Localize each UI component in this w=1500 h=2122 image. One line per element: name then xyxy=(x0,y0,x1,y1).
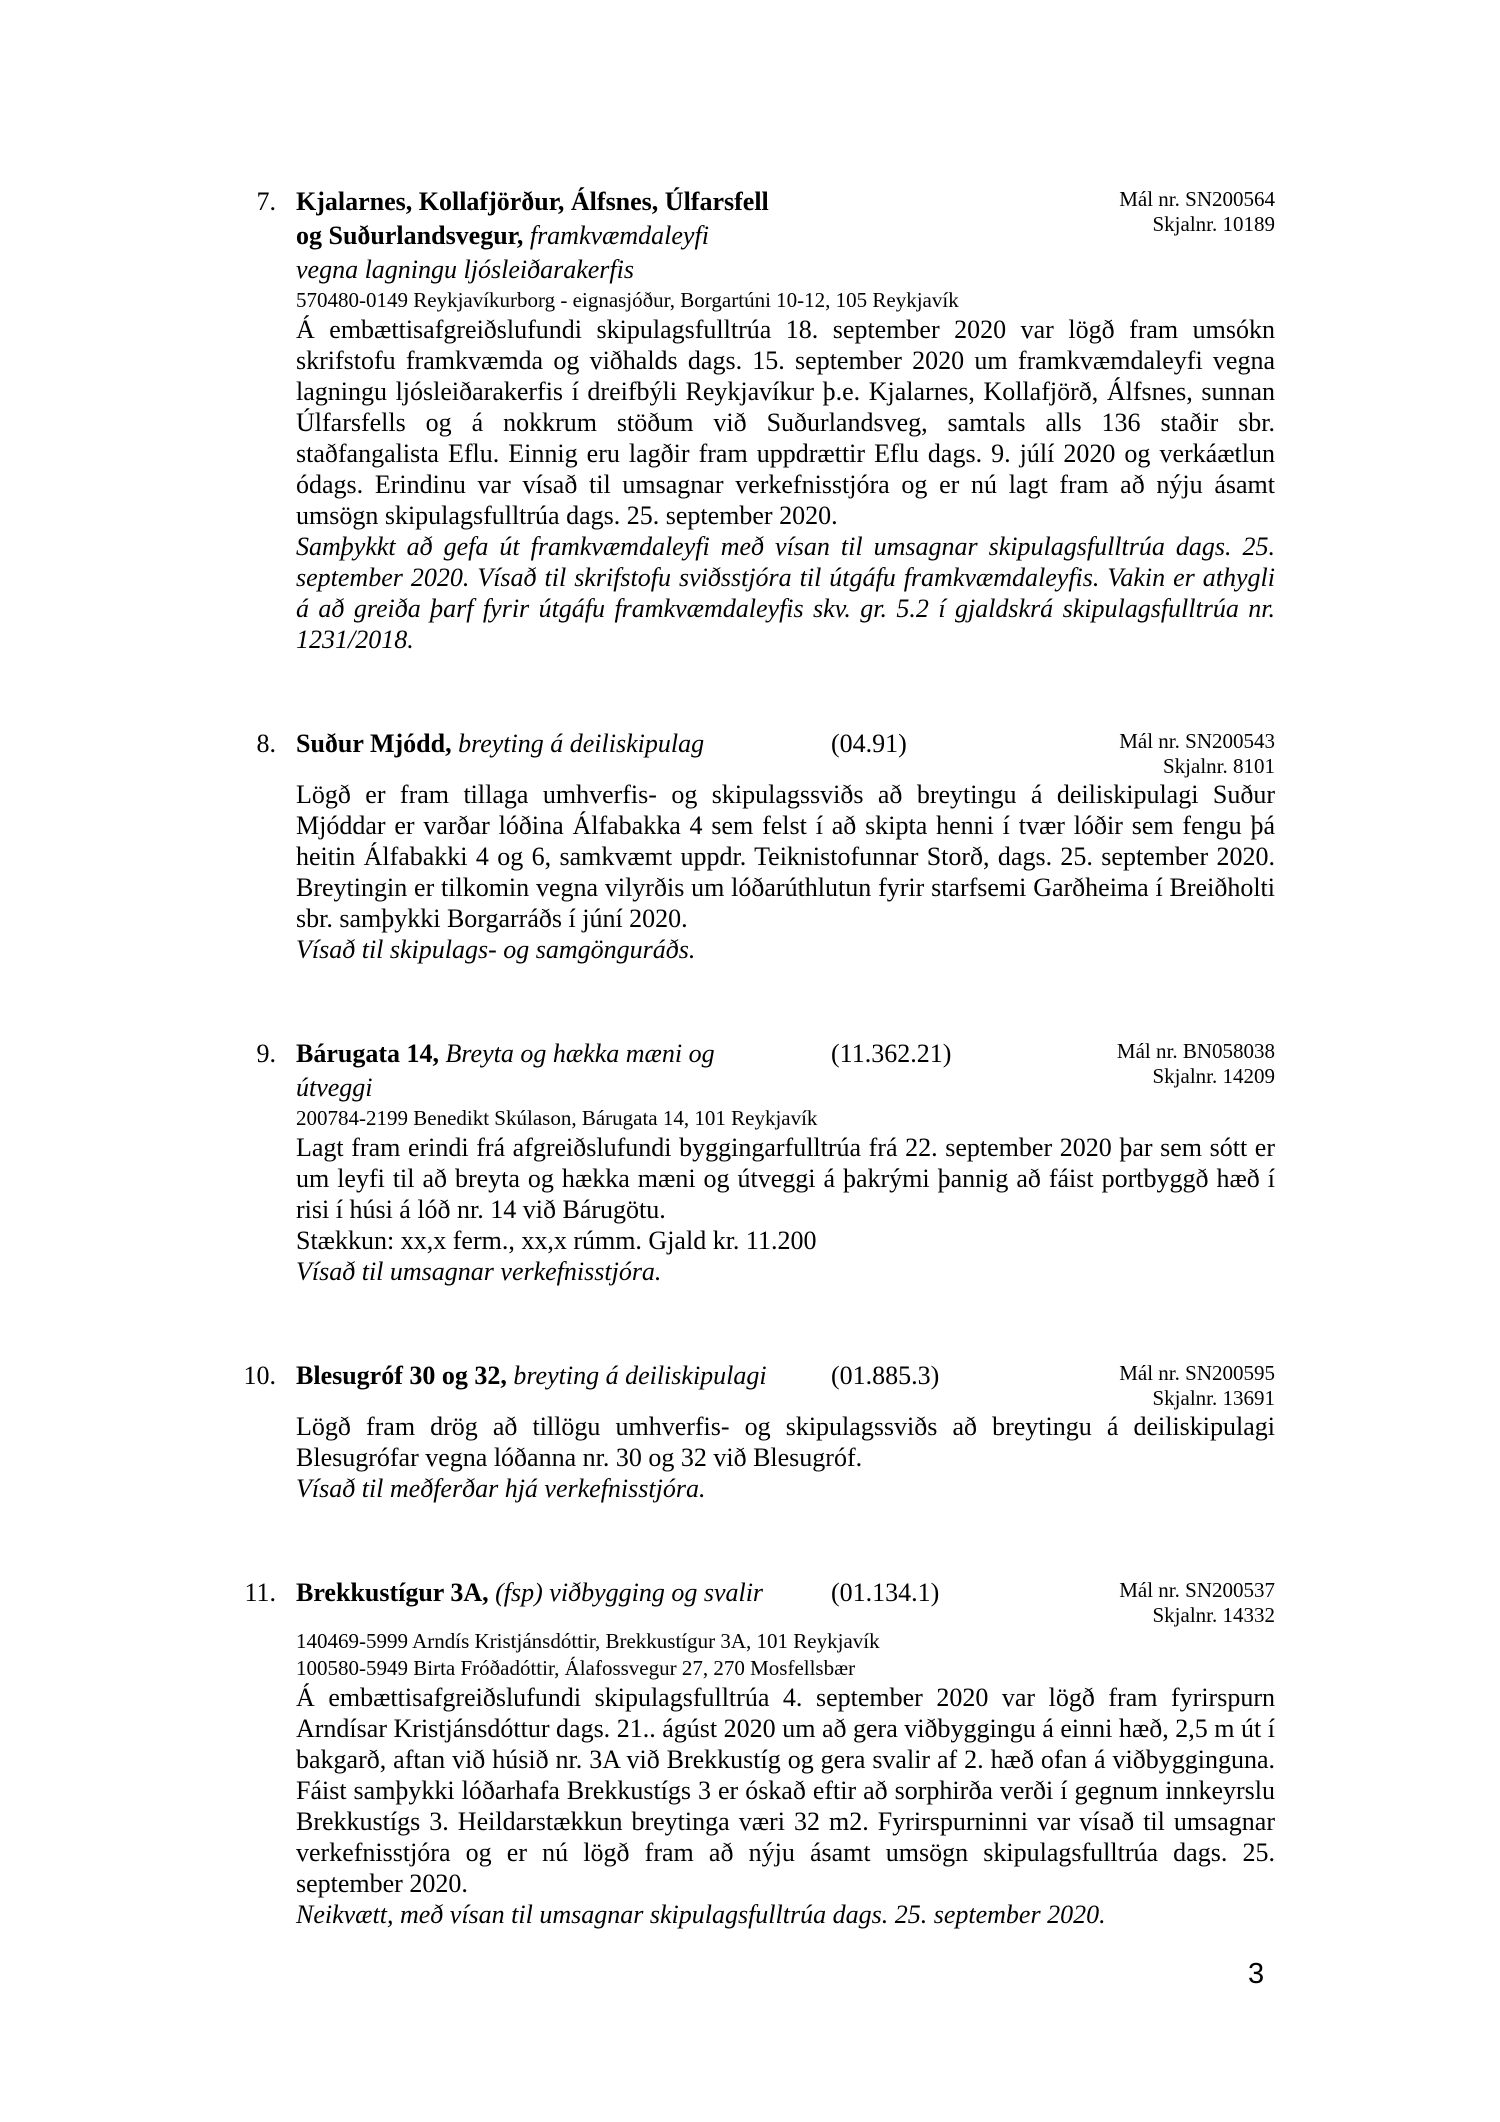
title-text-run: (fsp) viðbygging og svalir xyxy=(495,1578,764,1607)
item-header xyxy=(243,727,1275,779)
item-header xyxy=(243,1037,1275,1105)
item-title-line xyxy=(296,219,827,253)
item-decision: Vísað til skipulags- og samgönguráðs. xyxy=(296,935,696,964)
case-number: Mál nr. SN200564 xyxy=(1119,187,1275,211)
case-meta xyxy=(1036,1359,1275,1411)
item-paragraph: Á embættisafgreiðslufundi skipulagsfulltrúa 4. september 2020 var lögð fram fyrirspurn Arndísar Kristjánsdóttur dags. 21.. ágúst 2020 um að gera viðbyggingu á einni hæð, 2,5 m út í bakgarð, aftan við húsið nr. 3A við Brekkustíg og gera svalir af 2. hæð ofan á viðbygginguna. Fáist samþykki lóðarhafa Brekkustígs 3 er óskað eftir að sorphirða verði í gegnum innkeyrslu Brekkustígs 3. Heildarstækkun breytinga væri 32 m2. Fyrirspurninni var vísað til umsagnar verkefnisstjóra og er nú lögð fram að nýju ásamt umsögn skipulagsfulltrúa dags. 25. september 2020. xyxy=(296,1683,1275,1898)
item-title xyxy=(296,727,827,761)
title-text-run: Kjalarnes, Kollafjörður, Álfsnes, Úlfarsfell xyxy=(296,187,769,216)
party-line: 200784-2199 Benedikt Skúlason, Bárugata 14, 101 Reykjavík xyxy=(296,1106,818,1130)
item-paragraph: Á embættisafgreiðslufundi skipulagsfulltrúa 18. september 2020 var lögð fram umsókn skrifstofu framkvæmda og viðhalds dags. 15. september 2020 um framkvæmdaleyfi vegna lagningu ljósleiðarakerfis í dreifbýli Reykjavíkur þ.e. Kjalarnes, Kollafjörð, Álfsnes, sunnan Úlfarsfells og á nokkrum stöðum við Suðurlandsveg, samtals alls 136 staðir sbr. staðfangalista Eflu. Einnig eru lagðir fram uppdrættir Eflu dags. 9. júlí 2020 og verkáætlun ódags. Erindinu var vísað til umsagnar verkefnisstjóra og er nú lagt fram að nýju ásamt umsögn skipulagsfulltrúa dags. 25. september 2020. xyxy=(296,315,1275,530)
item-number: 10. xyxy=(243,1361,276,1390)
case-number: Mál nr. BN058038 xyxy=(1116,1039,1275,1063)
item-number: 9. xyxy=(256,1039,276,1068)
area-code: (11.362.21) xyxy=(831,1039,952,1068)
item-title xyxy=(296,1576,827,1610)
item-paragraph: Lögð er fram tillaga umhverfis- og skipulagssviðs að breytingu á deiliskipulagi Suður Mjóddar er varðar lóðina Álfabakka 4 sem felst í að skipta henni í tvær lóðir sem fengu þá heitin Álfabakki 4 og 6, samkvæmt uppdr. Teiknistofunnar Storð, dags. 25. september 2020. Breytingin er tilkomin vegna vilyrðis um lóðarúthlutun fyrir starfsemi Garðheima í Breiðholti sbr. samþykki Borgarráðs í júní 2020. xyxy=(296,780,1275,933)
title-text-run: Breyta og hækka mæni og xyxy=(445,1039,715,1068)
title-text-run: framkvæmdaleyfi xyxy=(529,221,709,250)
agenda-item xyxy=(243,1037,1275,1287)
area-code: (01.885.3) xyxy=(831,1361,940,1390)
item-title-line xyxy=(296,1071,827,1105)
title-text-run: breyting á deiliskipulagi xyxy=(513,1361,767,1390)
agenda-item xyxy=(243,727,1275,965)
party-lines xyxy=(296,287,1275,314)
case-number: Mál nr. SN200595 xyxy=(1119,1361,1275,1385)
item-header xyxy=(243,1359,1275,1411)
item-title-line xyxy=(296,185,827,219)
item-decision: Vísað til meðferðar hjá verkefnisstjóra. xyxy=(296,1474,706,1503)
item-title-line xyxy=(296,727,827,761)
item-number: 7. xyxy=(256,187,276,216)
document-number: Skjalnr. 8101 xyxy=(1162,754,1275,778)
area-code: (01.134.1) xyxy=(831,1578,940,1607)
item-title xyxy=(296,1359,827,1393)
item-decision: Neikvætt, með vísan til umsagnar skipulagsfulltrúa dags. 25. september 2020. xyxy=(296,1900,1106,1929)
area-code: (04.91) xyxy=(831,729,907,758)
page-number: 3 xyxy=(1248,1958,1265,1990)
title-text-run: Brekkustígur 3A, xyxy=(296,1578,496,1607)
document-number: Skjalnr. 10189 xyxy=(1152,212,1275,236)
item-paragraph: Lagt fram erindi frá afgreiðslufundi byggingarfulltrúa frá 22. september 2020 þar sem sótt er um leyfi til að breyta og hækka mæni og útveggi á þakrými þannig að fáist portbyggð hæð í risi í húsi á lóð nr. 14 við Bárugötu. xyxy=(296,1133,1275,1224)
case-number: Mál nr. SN200543 xyxy=(1119,729,1275,753)
item-title xyxy=(296,185,827,287)
title-text-run: og Suðurlandsvegur, xyxy=(296,221,530,250)
case-number: Mál nr. SN200537 xyxy=(1119,1578,1275,1602)
party-line: 100580-5949 Birta Fróðadóttir, Álafossvegur 27, 270 Mosfellsbær xyxy=(296,1656,856,1680)
party-lines xyxy=(296,1628,1275,1682)
title-text-run: breyting á deiliskipulag xyxy=(458,729,705,758)
party-line: 140469-5999 Arndís Kristjánsdóttir, Brekkustígur 3A, 101 Reykjavík xyxy=(296,1629,880,1653)
fee-note: Stækkun: xx,x ferm., xx,x rúmm. Gjald kr. 11.200 xyxy=(296,1226,817,1255)
item-number: 11. xyxy=(244,1578,276,1607)
case-meta xyxy=(1036,1037,1275,1089)
title-text-run: Suður Mjódd, xyxy=(296,729,459,758)
item-paragraph: Lögð fram drög að tillögu umhverfis- og skipulagssviðs að breytingu á deiliskipulagi Blesugrófar vegna lóðanna nr. 30 og 32 við Blesugróf. xyxy=(296,1412,1275,1472)
title-text-run: vegna lagningu ljósleiðarakerfis xyxy=(296,255,634,284)
title-text-run: Bárugata 14, xyxy=(296,1039,446,1068)
document-number: Skjalnr. 14332 xyxy=(1152,1603,1275,1627)
agenda-items xyxy=(243,185,1275,2002)
case-meta xyxy=(1036,727,1275,779)
case-meta xyxy=(1036,1576,1275,1628)
item-number: 8. xyxy=(256,729,276,758)
title-text-run: útveggi xyxy=(296,1073,373,1102)
item-header xyxy=(243,185,1275,287)
document-number: Skjalnr. 14209 xyxy=(1152,1064,1275,1088)
party-line: 570480-0149 Reykjavíkurborg - eignasjóður, Borgartúni 10-12, 105 Reykjavík xyxy=(296,288,959,312)
item-decision: Vísað til umsagnar verkefnisstjóra. xyxy=(296,1257,662,1286)
party-lines xyxy=(296,1105,1275,1132)
item-header xyxy=(243,1576,1275,1628)
item-title-line xyxy=(296,1576,827,1610)
item-title xyxy=(296,1037,827,1105)
title-text-run: Blesugróf 30 og 32, xyxy=(296,1361,514,1390)
agenda-item xyxy=(243,185,1275,655)
agenda-item xyxy=(243,1359,1275,1504)
agenda-item xyxy=(243,1576,1275,1930)
item-title-line xyxy=(296,1037,827,1071)
item-decision: Samþykkt að gefa út framkvæmdaleyfi með vísan til umsagnar skipulagsfulltrúa dags. 25. september 2020. Vísað til skrifstofu sviðsstjóra til útgáfu framkvæmdaleyfis. Vakin er athygli á að greiða þarf fyrir útgáfu framkvæmdaleyfis skv. gr. 5.2 í gjaldskrá skipulagsfulltrúa nr. 1231/2018. xyxy=(296,532,1275,654)
item-title-line xyxy=(296,1359,827,1393)
case-meta xyxy=(1036,185,1275,237)
document-number: Skjalnr. 13691 xyxy=(1152,1386,1275,1410)
item-title-line xyxy=(296,253,827,287)
